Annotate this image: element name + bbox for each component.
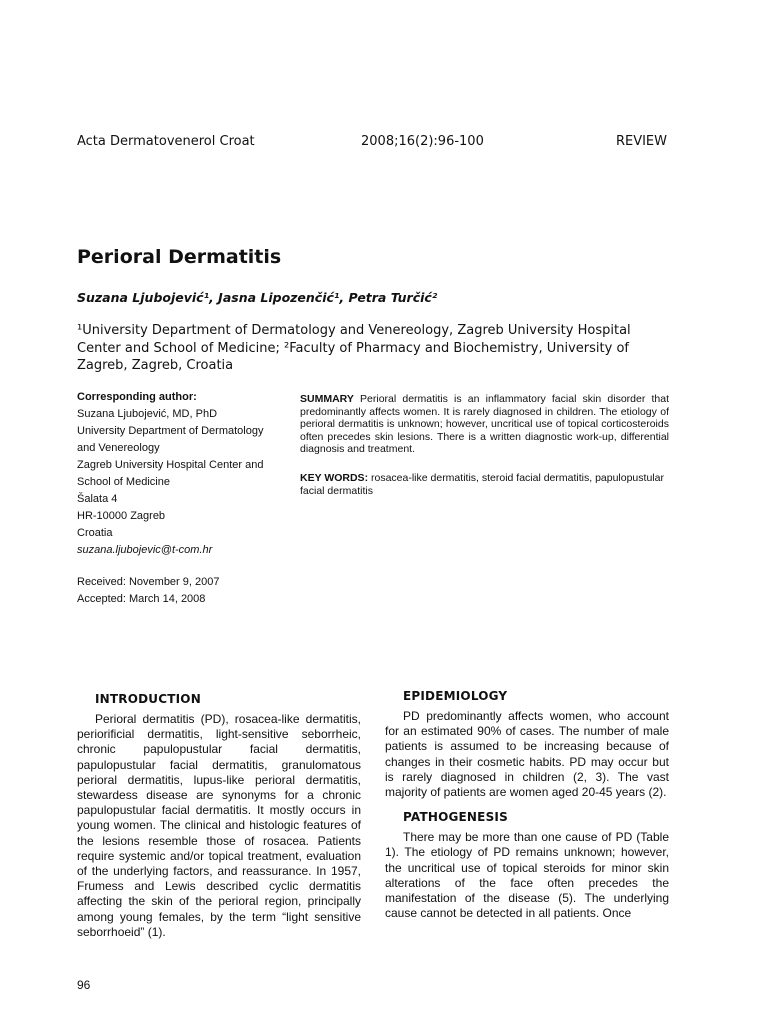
correspondence-block — [77, 389, 287, 608]
author-list: Suzana Ljubojević¹, Jasna Lipozenčić¹, Petra Turčić² — [77, 290, 438, 305]
pathogenesis-paragraph: There may be more than one cause of PD (Table 1). The etiology of PD remains unknown; however, the uncritical use of topical steroids for minor skin alterations of the face often precedes the manifestation of the disease (5). The underlying cause cannot be detected in all patients. Once — [385, 830, 669, 921]
introduction-paragraph: Perioral dermatitis (PD), rosacea-like dermatitis, periorificial dermatitis, light-sensitive seborrheic, chronic papulopustular facial dermatitis, papulopustular facial dermatitis, granulomatous perioral dermatitis, lupus-like perioral dermatitis, stewardess disease are synonyms for a chronic papulopustular facial dermatitis. It mostly occurs in young women. The clinical and histologic features of the lesions resemble those of rosacea. Patients require systemic and/or topical treatment, evaluation of the underlying factors, and reassurance. In 1957, Frumess and Lewis described cyclic dermatitis affecting the skin of the perioral region, principally among young females, by the term “light sensitive seborrhoeid” (1). — [77, 712, 361, 939]
correspondence-line: Croatia — [77, 527, 113, 539]
running-header — [77, 134, 667, 152]
correspondence-line: HR-10000 Zagreb — [77, 510, 166, 522]
correspondence-line: and Venereology — [77, 442, 160, 454]
received-date: Received: November 9, 2007 — [77, 576, 220, 588]
page-number: 96 — [77, 978, 91, 992]
correspondence-label: Corresponding author: — [77, 391, 197, 403]
epidemiology-paragraph: PD predominantly affects women, who account for an estimated 90% of cases. The number of male patients is assumed to be increasing because of changes in their cosmetic habits. PD may occur but is rarely diagnosed in children (2, 3). The vast majority of patients are women aged 20-45 years (2). — [385, 709, 669, 800]
keywords-label: KEY WORDS: — [300, 472, 369, 484]
correspondence-line: Suzana Ljubojević, MD, PhD — [77, 408, 218, 420]
keywords-text: rosacea-like dermatitis, steroid facial dermatitis, papulopustular facial dermatitis — [300, 472, 664, 497]
citation: 2008;16(2):96-100 — [361, 134, 484, 149]
article-title: Perioral Dermatitis — [77, 246, 282, 268]
body-column-left — [77, 692, 361, 940]
epidemiology-heading: EPIDEMIOLOGY — [403, 689, 508, 703]
correspondence-line: School of Medicine — [77, 476, 170, 488]
correspondence-line: Zagreb University Hospital Center and — [77, 459, 264, 471]
accepted-date: Accepted: March 14, 2008 — [77, 593, 206, 605]
correspondence-email[interactable]: suzana.ljubojevic@t-com.hr — [77, 544, 213, 556]
pathogenesis-heading: PATHOGENESIS — [403, 810, 508, 825]
article-type: REVIEW — [615, 134, 667, 149]
correspondence-line: Šalata 4 — [77, 493, 118, 505]
keywords-block — [300, 472, 669, 497]
journal-name: Acta Dermatovenerol Croat — [77, 134, 255, 149]
summary-text: Perioral dermatitis is an inflammatory facial skin disorder that predominantly affects women. It is rarely diagnosed in children. The etiology of perioral dermatitis is unknown; however, uncritical use of topical corticosteroids often precedes skin lesions. There is a written diagnostic work-up, differential diagnosis and treatment. — [300, 393, 669, 456]
summary-abstract — [300, 393, 669, 456]
affiliations: ¹University Department of Dermatology and Venereology, Zagreb University Hospital Center and School of Medicine; ²Faculty of Pharmacy and Biochemistry, University of Zagreb, Zagreb, Croatia — [77, 323, 631, 373]
summary-label: SUMMARY — [300, 393, 354, 405]
correspondence-line: University Department of Dermatology — [77, 425, 264, 437]
introduction-heading: INTRODUCTION — [95, 692, 201, 706]
body-column-right — [385, 689, 669, 921]
